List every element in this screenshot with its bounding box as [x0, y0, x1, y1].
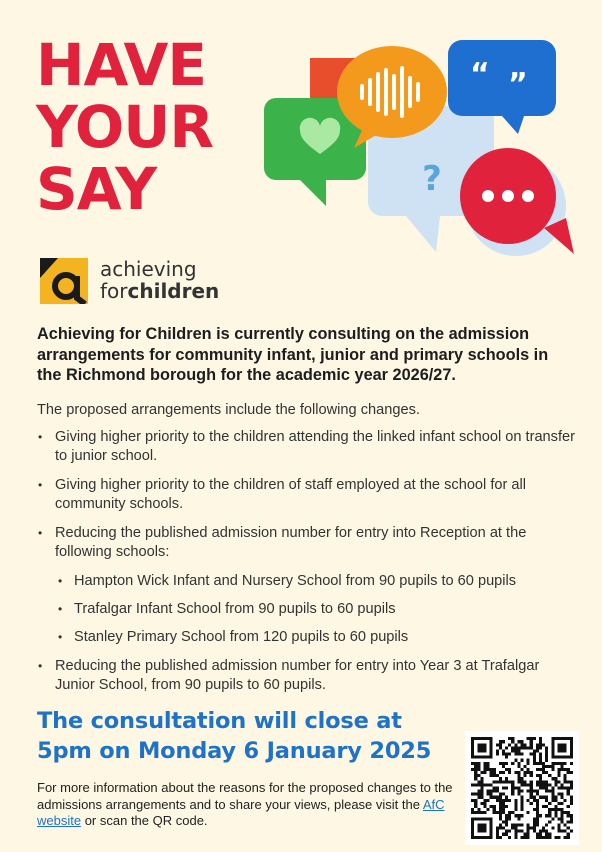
info-text: or scan the QR code.	[84, 813, 208, 828]
more-info-paragraph	[37, 780, 457, 830]
ellipsis-icon	[482, 190, 534, 202]
sublist-item: • Trafalgar Infant School from 90 pupils to 60 pupils	[55, 600, 582, 619]
afc-website-link[interactable]: AfC website	[37, 796, 445, 828]
headline-line: YOUR	[36, 93, 213, 161]
headline	[36, 31, 213, 223]
list-item-text: Giving higher priority to the children of staff employed at the school for all community schools.	[55, 477, 527, 512]
closing-date-heading	[37, 706, 431, 766]
ellipsis-bubble	[460, 148, 574, 256]
intro-paragraph: Achieving for Children is currently consulting on the admission arrangements for community infant, junior and primary schools in the Richmond borough for the academic year 2026/27.	[37, 325, 549, 384]
closing-line: The consultation will close at	[37, 708, 402, 734]
quote-icon: ”	[508, 67, 528, 102]
afc-logo-wordmark	[100, 258, 219, 302]
sublist-item: • Stanley Primary School from 120 pupils to 60 pupils	[55, 628, 582, 647]
question-mark-icon: ?	[422, 159, 442, 199]
list-item	[37, 476, 582, 514]
list-item-text: Reducing the published admission number for entry into Reception at the following schools:	[55, 525, 527, 560]
sublist-item: • Hampton Wick Infant and Nursery School from 90 pupils to 60 pupils	[55, 572, 582, 591]
list-item	[37, 657, 582, 695]
headline-line: HAVE	[36, 31, 206, 99]
qr-code[interactable]	[465, 731, 579, 845]
afc-logo-mark	[40, 258, 88, 304]
logo-text-line: achieving	[100, 257, 197, 281]
changes-list	[37, 428, 582, 705]
info-text: For more information about the reasons for the proposed changes to the admissions arrangements and to share your views, please visit the	[37, 780, 453, 812]
afc-logo	[40, 258, 280, 310]
speech-bubbles-illustration	[262, 30, 592, 280]
schools-sublist	[55, 572, 582, 647]
logo-text-for: for	[100, 279, 128, 303]
list-item	[37, 428, 582, 466]
logo-text-children: children	[127, 279, 220, 303]
list-item-text: Giving higher priority to the children attending the linked infant school on transfer to junior school.	[55, 429, 576, 464]
headline-line: SAY	[36, 155, 157, 223]
lead-paragraph: The proposed arrangements include the following changes.	[37, 402, 420, 418]
list-item	[37, 524, 582, 647]
list-item-text: Reducing the published admission number for entry into Year 3 at Trafalgar Junior School, from 90 pupils to 60 pupils.	[55, 658, 540, 693]
closing-line: 5pm on Monday 6 January 2025	[37, 738, 432, 764]
quote-icon: “	[470, 57, 490, 92]
